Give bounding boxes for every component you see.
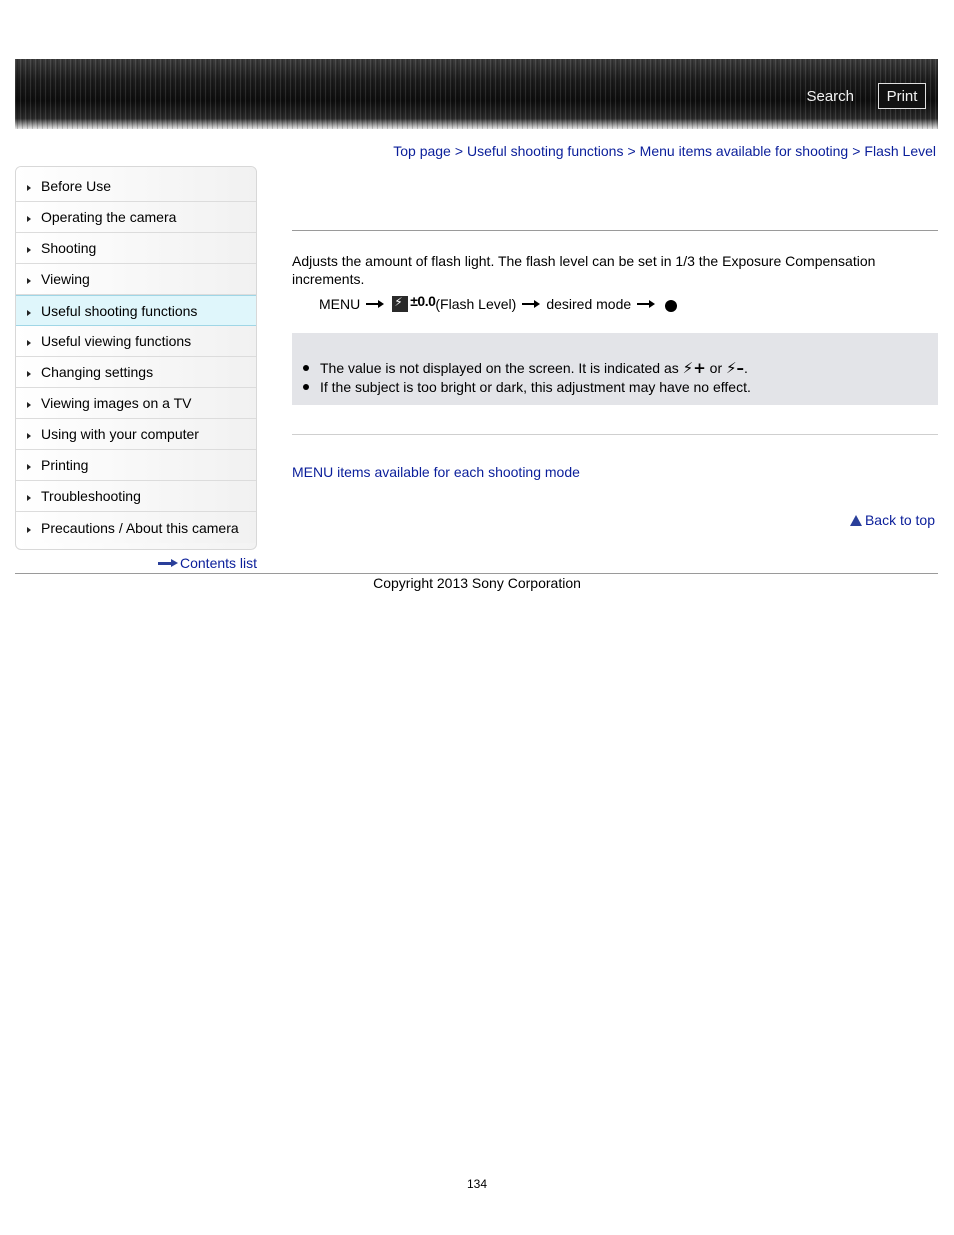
related-divider: [292, 434, 938, 435]
triangle-right-icon: [27, 464, 31, 470]
sidebar-nav: [15, 166, 257, 550]
contents-list-label: Contents list: [180, 555, 258, 571]
sidebar-item-operating-the-camera[interactable]: [16, 202, 256, 233]
notes-box: [292, 333, 938, 405]
menu-path-mode: desired mode: [546, 296, 632, 312]
sidebar-item-printing[interactable]: [16, 450, 256, 481]
sidebar-item-useful-shooting-functions[interactable]: [15, 295, 257, 326]
flash-plus-icon: ⚡+: [682, 359, 706, 377]
flash-minus-icon: ⚡–: [726, 359, 745, 377]
triangle-right-icon: [27, 402, 31, 408]
footer-divider: [15, 573, 938, 574]
triangle-right-icon: [27, 278, 31, 284]
sidebar-item-label: Viewing: [41, 271, 90, 287]
sidebar-item-label: Useful viewing functions: [41, 333, 192, 349]
note-text: If the subject is too bright or dark, this adjustment may have no effect.: [320, 379, 751, 395]
sidebar-item-changing-settings[interactable]: [16, 357, 256, 388]
breadcrumb-separator: >: [852, 143, 861, 159]
sidebar-item-shooting[interactable]: [16, 233, 256, 264]
center-button-icon: [665, 300, 677, 312]
breadcrumb-separator: >: [627, 143, 636, 159]
sidebar-item-precautions[interactable]: [16, 512, 256, 543]
triangle-right-icon: [27, 371, 31, 377]
sidebar-item-viewing-images-on-tv[interactable]: [16, 388, 256, 419]
notes-list: [292, 359, 751, 397]
sidebar-item-troubleshooting[interactable]: [16, 481, 256, 512]
menu-path-menu: MENU: [319, 296, 361, 312]
flash-icon: [392, 296, 408, 312]
sidebar-item-label: Printing: [41, 457, 89, 473]
intro-text: Adjusts the amount of flash light. The flash level can be set in 1/3 the Exposure Compensation increments.: [292, 253, 876, 287]
sidebar-item-label: Viewing images on a TV: [41, 395, 192, 411]
print-button[interactable]: Print: [878, 83, 926, 109]
breadcrumb: [393, 143, 936, 159]
breadcrumb-menu-items[interactable]: Menu items available for shooting: [639, 143, 849, 159]
list-item: [292, 359, 751, 378]
sidebar-item-useful-viewing-functions[interactable]: [16, 326, 256, 357]
page-number: 134: [466, 1177, 488, 1191]
sidebar-item-using-with-computer[interactable]: [16, 419, 256, 450]
menu-path: [319, 293, 677, 312]
triangle-right-icon: [27, 247, 31, 253]
menu-path-item: (Flash Level): [435, 296, 517, 312]
triangle-right-icon: [27, 340, 31, 346]
triangle-right-icon: [27, 495, 31, 501]
related-topic-link[interactable]: MENU items available for each shooting mode: [292, 464, 580, 480]
sidebar-item-label: Using with your computer: [41, 426, 199, 442]
sidebar-item-before-use[interactable]: [16, 167, 256, 202]
sidebar-item-label: Precautions / About this camera: [41, 519, 239, 536]
arrow-right-icon: [522, 300, 540, 308]
triangle-up-icon: [850, 515, 862, 526]
contents-list-link[interactable]: [158, 555, 257, 571]
breadcrumb-top-page[interactable]: Top page: [393, 143, 451, 159]
triangle-right-icon: [27, 185, 31, 191]
sidebar-item-viewing[interactable]: [16, 264, 256, 295]
triangle-right-icon: [27, 433, 31, 439]
triangle-right-icon: [27, 527, 31, 533]
note-end: .: [744, 360, 748, 376]
triangle-right-icon: [27, 216, 31, 222]
arrow-right-icon: [158, 560, 178, 566]
sidebar-item-label: Changing settings: [41, 364, 154, 380]
search-link[interactable]: Search: [806, 88, 854, 105]
triangle-right-icon: [27, 310, 31, 316]
flash-level-icon: [392, 293, 436, 312]
breadcrumb-useful-shooting-functions[interactable]: Useful shooting functions: [467, 143, 624, 159]
flash-level-value: ±0.0: [410, 293, 436, 309]
header-bar: [15, 59, 938, 129]
breadcrumb-separator: >: [454, 143, 464, 159]
sidebar-item-label: Useful shooting functions: [41, 302, 198, 319]
sidebar-item-label: Troubleshooting: [41, 488, 141, 504]
title-divider: [292, 230, 938, 231]
arrow-right-icon: [637, 300, 655, 308]
sidebar-item-label: Operating the camera: [41, 209, 177, 225]
arrow-right-icon: [366, 300, 384, 308]
back-to-top-label: Back to top: [864, 512, 935, 528]
list-item: [292, 378, 751, 397]
back-to-top-link[interactable]: [850, 512, 935, 528]
copyright-text: Copyright 2013 Sony Corporation: [373, 575, 581, 591]
sidebar-item-label: Before Use: [41, 178, 112, 194]
note-text: The value is not displayed on the screen. It is indicated as: [320, 360, 679, 376]
breadcrumb-flash-level[interactable]: Flash Level: [864, 143, 936, 159]
sidebar-item-label: Shooting: [41, 240, 97, 256]
note-or: or: [709, 360, 723, 376]
